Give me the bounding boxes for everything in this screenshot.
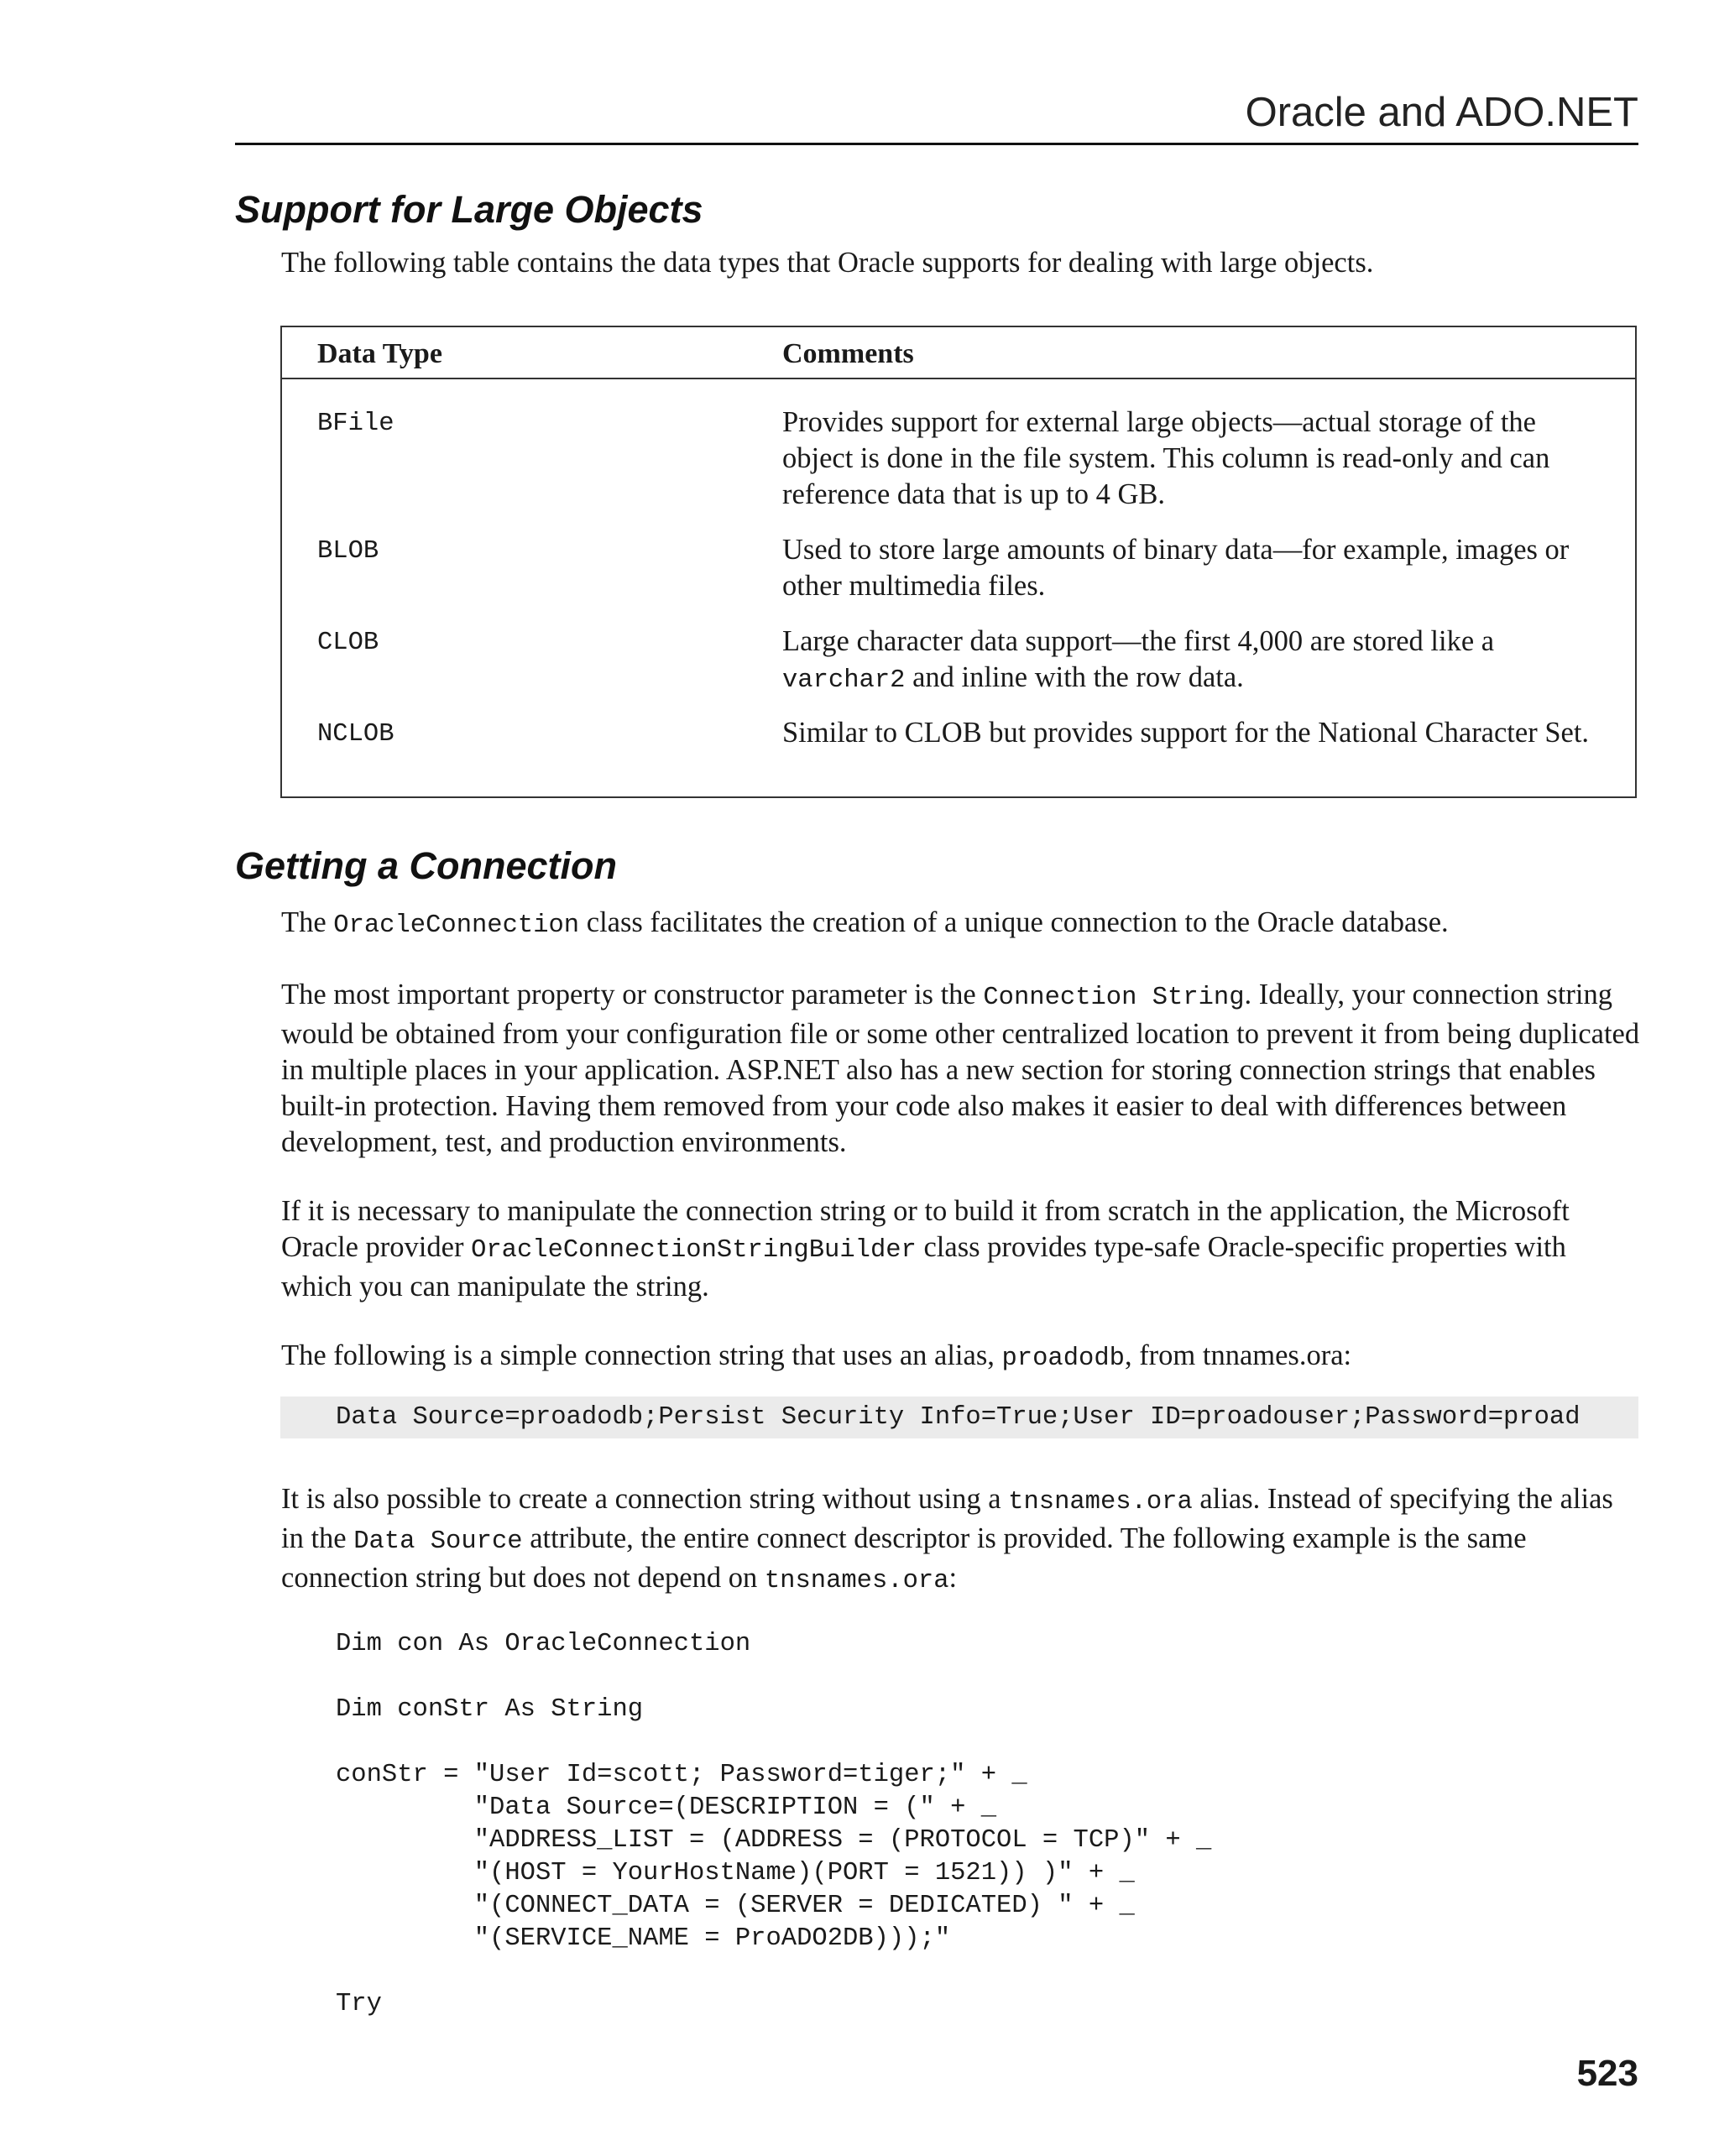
inline-code: tnsnames.ora	[764, 1567, 949, 1595]
comment-cell: Similar to CLOB but provides support for the National Character Set.	[782, 717, 1590, 749]
code-line: Dim conStr As String	[336, 1695, 644, 1724]
code-line: "(CONNECT_DATA = (SERVER = DEDICATED) " + _	[336, 1892, 1135, 1920]
inline-code: tnsnames.ora	[1008, 1488, 1193, 1517]
comment-cell: Large character data support—the first 4,000 are stored like a varchar2 and inline with the row data.	[782, 625, 1495, 695]
code-line: "(SERVICE_NAME = ProADO2DB)));"	[336, 1924, 951, 1953]
large-object-types-table	[280, 326, 1637, 798]
data-type-cell: BLOB	[317, 537, 379, 566]
paragraph-connect-descriptor: It is also possible to create a connection string without using a tnsnames.ora alias. Instead of specifying the alias in the Data Source attribute, the entire connect descriptor is provided. The following example is the same connection string but does not depend on tnsnames.ora:	[281, 1483, 1613, 1595]
paragraph-simple-connection: The following is a simple connection string that uses an alias, proadodb, from tnnames.ora:	[281, 1339, 1352, 1373]
inline-code: Data Source	[353, 1527, 523, 1556]
code-line: conStr = "User Id=scott; Password=tiger;" + _	[336, 1761, 1027, 1789]
comment-cell: Used to store large amounts of binary data—for example, images or other multimedia files.	[782, 534, 1570, 602]
inline-code: varchar2	[782, 666, 906, 695]
data-type-cell: NCLOB	[317, 720, 394, 749]
data-type-cell: CLOB	[317, 629, 379, 657]
paragraph-string-builder: If it is necessary to manipulate the connection string or to build it from scratch in the application, the Microsoft Oracle provider OracleConnectionStringBuilder class provides type-safe Oracle-specific properties with which you can manipulate the string.	[281, 1195, 1570, 1302]
code-line: Dim con As OracleConnection	[336, 1630, 751, 1658]
inline-code: Connection String	[983, 984, 1245, 1012]
table-header-data-type: Data Type	[317, 338, 442, 369]
code-line: Try	[336, 1990, 382, 2018]
large-objects-intro: The following table contains the data types that Oracle supports for dealing with large objects.	[281, 247, 1374, 279]
table-header-row	[282, 327, 1635, 379]
code-block-simple-connection	[280, 1396, 1638, 1438]
page-number: 523	[1576, 2053, 1638, 2094]
inline-code: OracleConnection	[333, 911, 580, 940]
data-type-cell: BFile	[317, 410, 394, 438]
inline-code: proadodb	[1001, 1344, 1125, 1373]
section-heading-connection: Getting a Connection	[235, 844, 617, 887]
code-line: Data Source=proadodb;Persist Security Info=True;User ID=proadouser;Password=proad	[336, 1403, 1581, 1432]
paragraph-oracle-connection: The OracleConnection class facilitates the creation of a unique connection to the Oracle database.	[281, 906, 1449, 940]
inline-code: OracleConnectionStringBuilder	[471, 1236, 917, 1265]
header-rule	[235, 143, 1638, 145]
comment-cell: Provides support for external large objects—actual storage of the object is done in the file system. This column is read-only and can reference data that is up to 4 GB.	[782, 406, 1550, 510]
table-header-comments: Comments	[782, 338, 914, 369]
section-heading-large-objects: Support for Large Objects	[235, 188, 703, 231]
paragraph-connection-string: The most important property or constructor parameter is the Connection String. Ideally, your connection string would be obtained from your configuration file or some other centralized location to prevent it from being duplicated in multiple places in your application. ASP.NET also has a new section for storing connection strings that enables built-in protection. Having them removed from your code also makes it easier to deal with differences between development, test, and production environments.	[281, 979, 1640, 1158]
code-line: "Data Source=(DESCRIPTION = (" + _	[336, 1793, 997, 1822]
running-header: Oracle and ADO.NET	[1245, 90, 1638, 135]
code-line: "ADDRESS_LIST = (ADDRESS = (PROTOCOL = TCP)" + _	[336, 1826, 1212, 1855]
code-line: "(HOST = YourHostName)(PORT = 1521)) )" + _	[336, 1859, 1135, 1887]
